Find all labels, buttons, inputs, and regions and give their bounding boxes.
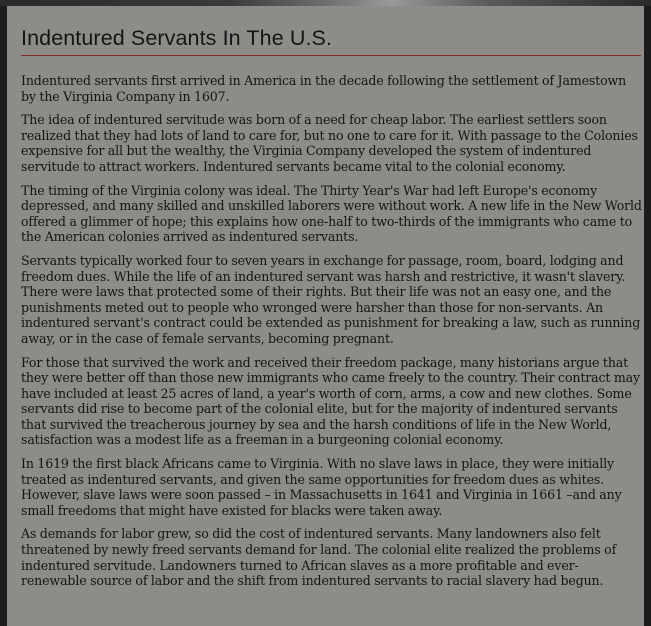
title-divider	[21, 55, 641, 56]
article-body	[21, 73, 642, 589]
article-paragraph: The timing of the Virginia colony was ideal. The Thirty Year's War had left Europe's economy depressed, and many skilled and unskilled laborers were without work. A new life in the New World offered a glimmer of hope; this explains how one-half to two-thirds of the immigrants who came to the American colonies arrived as indentured servants.	[21, 182, 642, 245]
article-paragraph: Indentured servants first arrived in America in the decade following the settlement of Jamestown by the Virginia Company in 1607.	[21, 73, 627, 104]
article-paragraph: In 1619 the first black Africans came to Virginia. With no slave laws in place, they were initially treated as indentured servants, and given the same opportunities for freedom dues as whites. However, slave laws were soon passed – in Massachusetts in 1641 and Virginia in 1661 –and any small freedoms that might have existed for blacks were taken away.	[21, 456, 622, 518]
article-paragraph: For those that survived the work and received their freedom package, many historians argue that they were better off than those new immigrants who came freely to the country. Their contract may have included at least 25 acres of land, a year's worth of corn, arms, a cow and new clothes. Some servants did rise to become part of the colonial elite, but for the majority of indentured servants that survived the treacherous journey by sea and the harsh conditions of life in the New World, satisfaction was a modest life as a freeman in a burgeoning colonial economy.	[21, 354, 640, 448]
article-panel	[7, 6, 644, 626]
article-paragraph: The idea of indentured servitude was born of a need for cheap labor. The earliest settlers soon realized that they had lots of land to care for, but no one to care for it. With passage to the Colonies expensive for all but the wealthy, the Virginia Company developed the system of indentured servitude to attract workers. Indentured servants became vital to the colonial economy.	[21, 112, 638, 174]
article-paragraph: As demands for labor grew, so did the cost of indentured servants. Many landowners also felt threatened by newly freed servants demand for land. The colonial elite realized the problems of indentured servitude. Landowners turned to African slaves as a more profitable and ever-renewable source of labor and the shift from indentured servants to racial slavery had begun.	[21, 526, 617, 589]
article-title: Indentured Servants In The U.S.	[21, 26, 333, 50]
article-paragraph: Servants typically worked four to seven years in exchange for passage, room, board, lodging and freedom dues. While the life of an indentured servant was harsh and restrictive, it wasn't slavery. There were laws that protected some of their rights. But their life was not an easy one, and the punishments meted out to people who wronged were harsher than those for non-servants. An indentured servant's contract could be extended as punishment for breaking a law, such as running away, or in the case of female servants, becoming pregnant.	[21, 252, 641, 346]
